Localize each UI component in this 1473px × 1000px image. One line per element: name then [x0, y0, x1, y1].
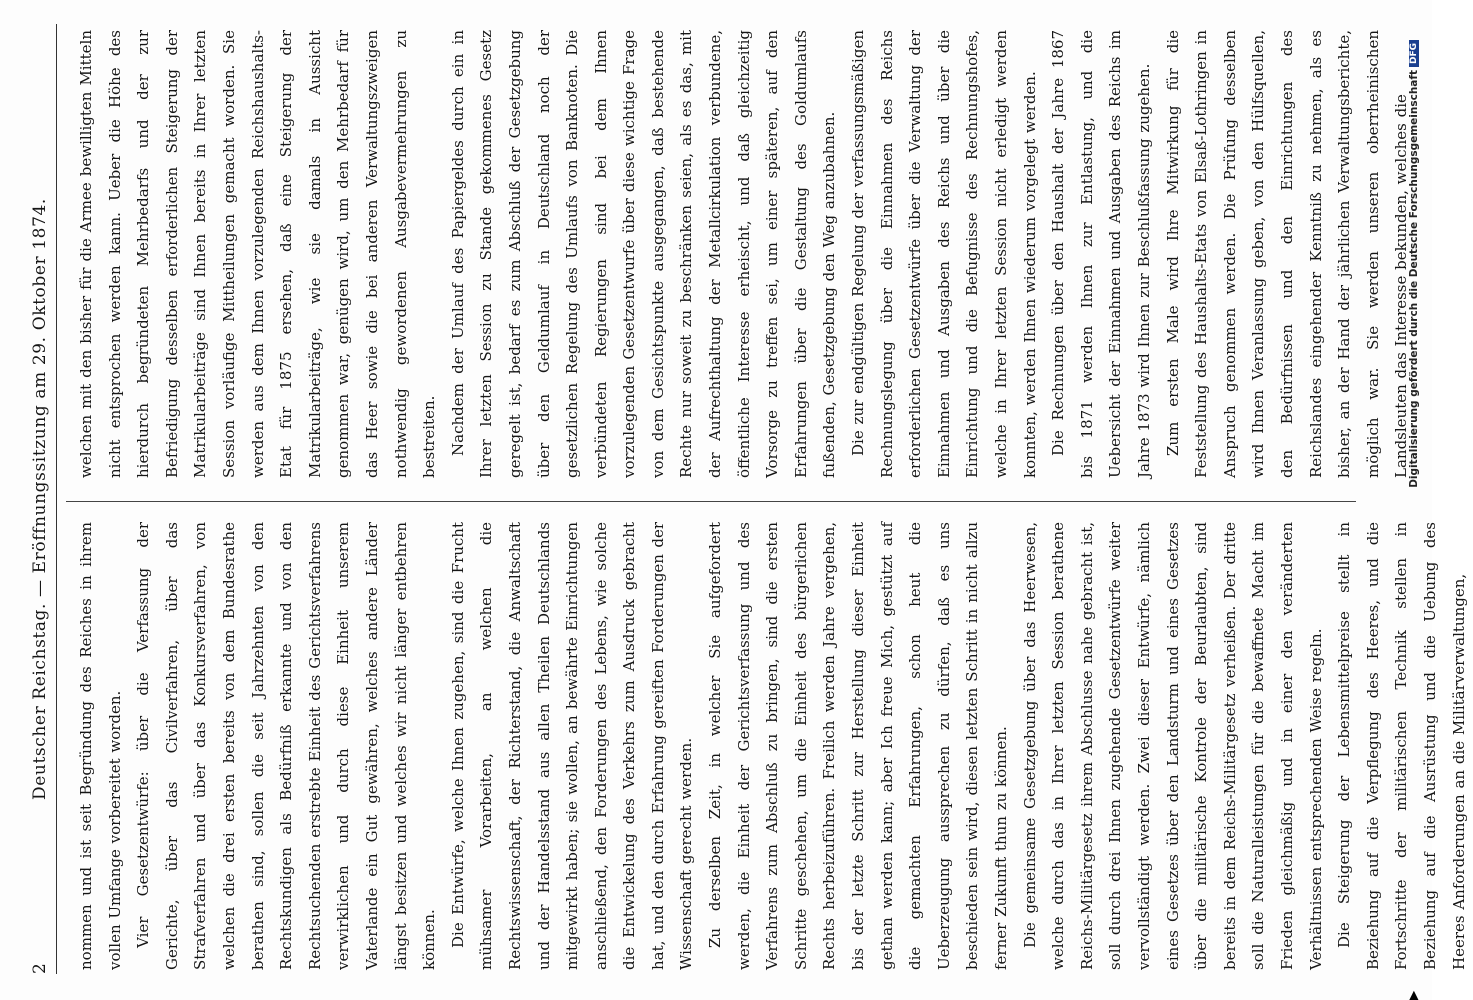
paragraph: Zum ersten Male wird Ihre Mitwirkung für die Feststellung des Haushalts-Etats von Elsaß-Lothringen in Anspruch genommen werden. Die Prüfung desselben wird Ihnen Veranlassung geben, von den Hülfsquellen, den Bedürfnissen und den Einrichtungen des Reichslandes eingehender Kenntniß zu nehmen, als es bisher, an der Hand der jährlichen Verwaltungsberichte, möglich war. Sie werden unseren oberrheinischen Landsleuten das Interesse bekunden, welches die: [1163, 30, 1411, 478]
paragraph: Die Rechnungen über den Haushalt der Jahre 1867 bis 1871 werden Ihnen zur Entlastung, und die Uebersicht der Einnahmen und Ausgaben des Reichs im Jahre 1873 wird Ihnen zur Beschlußfassung zugehen.: [1049, 30, 1153, 478]
digitization-note: [1408, 40, 1426, 920]
header-rule: [56, 24, 57, 974]
running-head: Deutscher Reichstag. — Eröffnungssitzung am 29. Oktober 1874.: [30, 198, 50, 800]
paragraph: nommen und ist seit Begründung des Reiches in ihrem vollen Umfange vorbereitet worden.: [77, 522, 124, 970]
paragraph: Vier Gesetzentwürfe: über die Verfassung der Gerichte, über das Civilverfahren, über das Strafverfahren und über das Konkursverfahren, von welchen die drei ersten bereits von dem Bundesrathe berathen sind, sollen die seit Jahrzehnten von den Rechtskundigen als Bedürfniß erkannte und von den Rechtsuchenden erstrebte Einheit des Gerichtsverfahrens verwirklichen und durch diese Einheit unserem Vaterlande ein Gut gewähren, welches andere Länder längst besitzen und welches wir nicht länger entbehren können.: [134, 522, 439, 970]
paragraph: Die Entwürfe, welche Ihnen zugehen, sind die Frucht mühsamer Vorarbeiten, an welchen die Rechtswissenschaft, der Richterstand, die Anwaltschaft und der Handelsstand aus allen Theilen Deutschlands mitgewirkt haben; sie wollen, an bewährte Einrichtungen anschließend, den Forderungen des Lebens, wie solche die Entwickelung des Verkehrs zum Ausdruck gebracht hat, und den durch Erfahrung gereiften Forderungen der Wissenschaft gerecht werden.: [448, 522, 696, 970]
page-number: 2: [30, 963, 50, 974]
page-header: [28, 24, 58, 974]
digitization-note-text: Digitalisierung gefördert durch die Deutsche Forschungsgemeinschaft: [1408, 70, 1420, 488]
paragraph: Nachdem der Umlauf des Papiergeldes durch ein in Ihrer letzten Session zu Stande gekommenes Gesetz geregelt ist, bedarf es zum Abschluß der Gesetzgebung über den Geldumlauf in Deutschland noch der gesetzlichen Regelung des Umlaufs von Banknoten. Die verbündeten Regierungen sind bei dem Ihnen vorzulegenden Gesetzentwurfe über diese wichtige Frage von dem Gesichtspunkte ausgegangen, daß bestehende Rechte nur soweit zu beschränken seien, als es das, mit der Aufrechthaltung der Metallcirkulation verbundene, öffentliche Interesse erheischt, und daß gleichzeitig Vorsorge zu treffen sei, um einer späteren, auf den Erfahrungen über die Gestaltung des Goldumlaufs fußenden, Gesetzgebung den Weg anzubahnen.: [448, 30, 839, 478]
paragraph: Zu derselben Zeit, in welcher Sie aufgefordert werden, die Einheit der Gerichtsverfassung und des Verfahrens zum Abschluß zu bringen, sind die ersten Schritte geschehen, um die Einheit des bürgerlichen Rechts herbeizuführen. Freilich werden Jahre vergehen, bis der letzte Schritt zur Herstellung dieser Einheit gethan werden kann; aber Ich freue Mich, gestützt auf die gemachten Erfahrungen, schon heut die Ueberzeugung aussprechen zu dürfen, daß es uns beschieden sein wird, diesen letzten Schritt in nicht allzu ferner Zukunft thun zu können.: [706, 522, 1010, 970]
text-column-left: [72, 522, 1468, 970]
paragraph: Die gemeinsame Gesetzgebung über das Heerwesen, welche durch das in Ihrer letzten Session berathene Reichs-Militärgesetz ihrem Abschlusse nahe gebracht ist, soll durch drei Ihnen zugehende Gesetzentwürfe weiter vervollständigt werden. Zwei dieser Entwürfe, nämlich eines Gesetzes über den Landsturm und eines Gesetzes über die militärische Kontrole der Beurlaubten, sind bereits in dem Reichs-Militärgesetz verheißen. Der dritte soll die Naturalleistungen für die bewaffnete Macht im Frieden gleichmäßig und in einer den veränderten Verhältnissen entsprechenden Weise regeln.: [1020, 522, 1325, 970]
paragraph: Die zur endgültigen Regelung der verfassungsmäßigen Rechnungslegung über die Einnahmen des Reichs erforderlichen Gesetzentwürfe über die Verwaltung der Einnahmen und Ausgaben des Reichs und über die Einrichtung und die Befugnisse des Rechnungshofes, welche in Ihrer letzten Session nicht erledigt werden konnten, werden Ihnen wiederum vorgelegt werden.: [849, 30, 1039, 478]
text-column-right: [72, 30, 1411, 478]
dfg-logo-badge: DFG: [1409, 40, 1419, 67]
paragraph: welchen mit den bisher für die Armee bewilligten Mitteln nicht entsprochen werden kann. Ueber die Höhe des hierdurch begründeten Mehrbedarfs und der zur Befriedigung desselben erforderlichen Steigerung der Matrikularbeiträge sind Ihnen bereits in Ihrer letzten Session vorläufige Mittheilungen gemacht worden. Sie werden aus dem Ihnen vorzulegenden Reichshaushalts-Etat für 1875 ersehen, daß eine Steigerung der Matrikularbeiträge, wie sie damals in Aussicht genommen war, genügen wird, um den Mehrbedarf für das Heer sowie die bei anderen Verwaltungszweigen nothwendig gewordenen Ausgabevermehrungen zu bestreiten.: [77, 30, 439, 478]
column-divider: [66, 501, 1356, 502]
paragraph: Die Steigerung der Lebensmittelpreise stellt in Beziehung auf die Verpflegung des Heeres, und die Fortschritte der militärischen Technik stellen in Beziehung auf die Ausrüstung und die Uebung des Heeres Anforderungen an die Militärverwaltungen,: [1335, 522, 1468, 970]
scan-marker-icon: ▶: [1406, 990, 1420, 1000]
